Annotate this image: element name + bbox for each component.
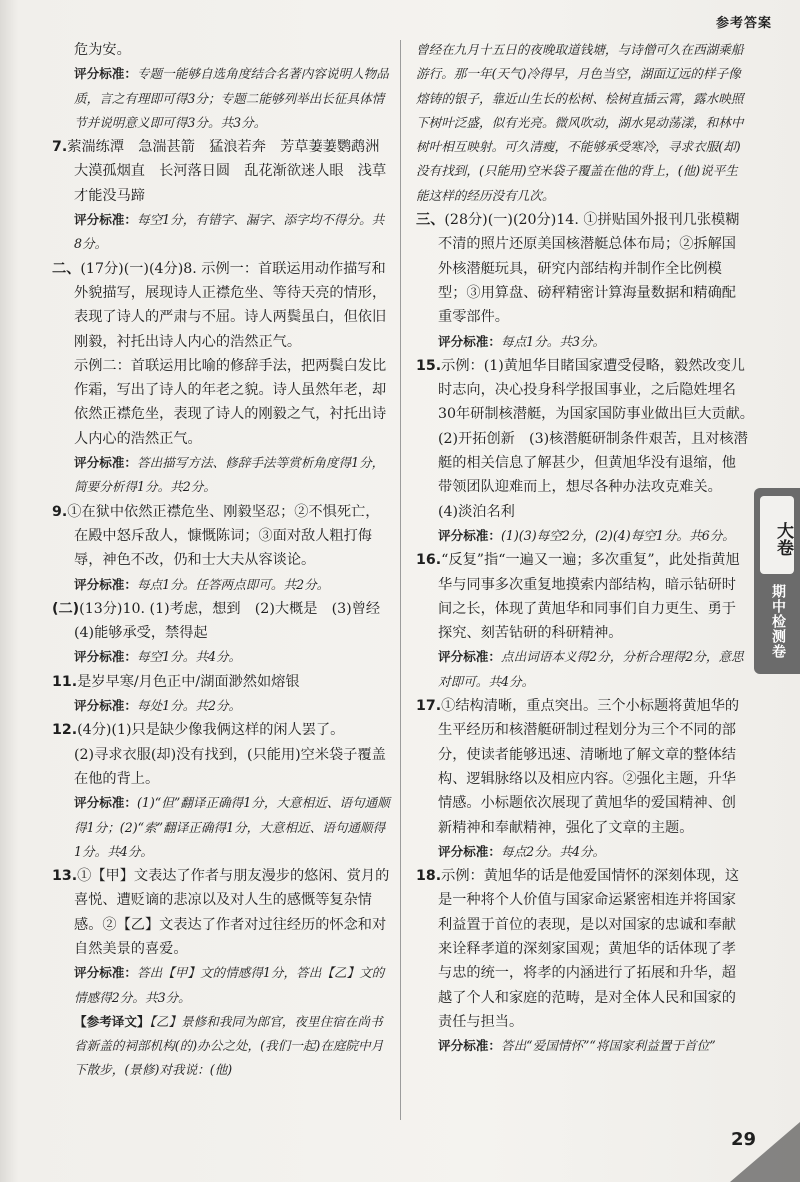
question-number: (二)	[52, 600, 80, 617]
answer-item	[52, 864, 392, 961]
header-label: 参考答案	[715, 16, 772, 31]
scoring-text: 专题一能够自选角度结合名著内容说明人物品质，言之有理即可得3分；专题二能够列举出长征具体情节并说明意义即可得3分。共3分。	[74, 66, 389, 130]
column-divider	[400, 40, 401, 1120]
answer-text: (2)寻求衣服(却)没有找到，(只能用)空米袋子覆盖在他的背上。	[74, 746, 386, 787]
answer-text: (13分)10. (1)考虑，想到 (2)大概是 (3)曾经 (4)能够承受，禁得起	[74, 600, 395, 642]
question-number: 12.	[52, 722, 78, 739]
answer-text: 示例：黄旭华的话是他爱国情怀的深刻体现，这是一种将个人价值与国家命运紧密相连并将国家利益置于首位的表现，是以对国家的忠诚和奉献来诠释孝道的深刻家国观；黄旭华的话体现了孝与忠的统一，将孝的内涵进行了拓展和升华，超越了个人和家庭的范畴，是对全体人民和国家的责任与担当。	[438, 868, 740, 1030]
answer-item	[416, 354, 762, 524]
question-number: 7.	[52, 139, 68, 156]
scoring-label: 评分标准：	[74, 698, 137, 714]
answer-item	[52, 135, 392, 208]
answer-text: (4分)(1)只是缺少像我俩这样的闲人罢了。	[77, 722, 345, 739]
answer-text: 示例：(1)黄旭华目睹国家遭受侵略，毅然改变儿时志向，决心投身科学报国事业，之后隐姓埋名30年研制核潜艇，为国家国防事业做出巨大贡献。 (2)开拓创新 (3)核潜艇研制条件艰苦，且对核潜艇的相关信息了解甚少，但黄旭华没有退缩，他带领团队迎难而上，想尽各种办法攻克难关。 (4)淡泊名利	[438, 357, 762, 520]
scoring-label: 评分标准：	[74, 455, 137, 471]
side-tab-small-label: 期中检测卷	[770, 584, 786, 659]
answer-item	[416, 864, 748, 1034]
scoring-text: 每空1分。共4分。	[136, 649, 242, 665]
scoring-standard	[416, 330, 748, 354]
answer-text: “反复”指“一遍又一遍；多次重复”，此处指黄旭华与同事多次重复地摸索内部结构，暗示钻研时间之长，体现了黄旭华和同事们自力更生、勇于探究、刻苦钻研的科研精神。	[438, 552, 740, 642]
answer-item	[416, 694, 748, 840]
scoring-text: 每点2分。共4分。	[500, 843, 606, 859]
scoring-text: 曾经在九月十五日的夜晚取道钱塘，与诗僧可久在西湖乘船游行。那一年(天气)冷得早，月色当空，湖面辽远的样子像熔铸的银子，靠近山生长的松树、桧树直插云霄，露水映照下树叶泛盛，似有光亮。微风吹动，湖水晃动荡漾，和林中树叶相互映射。可久清瘦，不能够承受寒冷，寻求衣服(却)没有找到，(只能用)空米袋子覆盖在他的背上，(他)说平生能这样的经历没有几次。	[416, 42, 744, 203]
scoring-text: 【乙】景修和我同为郎官，夜里住宿在尚书省新盖的祠部机构(的)办公之处，(我们一起)在庭院中月下散步，(景修)对我说：(他)	[74, 1013, 384, 1078]
scoring-label: 评分标准：	[74, 965, 137, 981]
scoring-text: 答出【甲】文的情感得1分，答出【乙】文的情感得2分。共3分。	[74, 965, 385, 1005]
scoring-standard	[52, 1010, 392, 1083]
question-number: 18.	[416, 868, 442, 885]
scoring-label: 评分标准：	[438, 843, 501, 859]
scoring-standard	[52, 62, 392, 135]
scoring-label: 评分标准：	[438, 333, 501, 349]
left-column	[52, 38, 395, 1083]
scoring-standard	[52, 961, 392, 1010]
answer-item	[416, 548, 748, 645]
scoring-standard	[52, 791, 392, 864]
question-number: 二、	[52, 260, 81, 277]
scoring-text: 点出词语本义得2分，分析合理得2分，意思对即可。共4分。	[438, 649, 744, 689]
question-number: 17.	[416, 698, 442, 715]
question-number: 11.	[52, 673, 78, 690]
question-number: 13.	[52, 868, 78, 885]
answer-item	[52, 257, 392, 354]
scoring-label: 评分标准：	[74, 649, 137, 665]
scoring-standard	[416, 1034, 748, 1058]
right-column	[416, 38, 762, 1058]
scoring-label: 评分标准：	[74, 795, 137, 811]
scoring-text: 每点1分。任答两点即可。共2分。	[136, 576, 330, 592]
answer-text: ①【甲】文表达了作者与朋友漫步的悠闲、赏月的喜悦、遭贬谪的悲凉以及对人生的感慨等复杂情感。②【乙】文表达了作者对过往经历的怀念和对自然美景的喜爱。	[74, 868, 390, 957]
answer-text: (28分)(一)(20分)14. ①拼贴国外报刊几张模糊不清的照片还原美国核潜艇总体布局；②拆解国外核潜艇玩具，研究内部结构并制作全比例模型；③用算盘、磅秤精密计算海量数据和精确配重零部件。	[438, 212, 740, 326]
scoring-standard	[416, 38, 748, 208]
scoring-text: 每空1分，有错字、漏字、添字均不得分。共8分。	[74, 212, 385, 252]
question-number: 三、	[416, 212, 445, 229]
answer-text: ①在狱中依然正襟危坐、刚毅坚忍；②不惧死亡，在殿中怒斥敌人，慷慨陈词；③面对敌人粗打侮辱，神色不改，仍和士大夫从容谈论。	[67, 503, 380, 569]
answer-text: (17分)(一)(4分)8. 示例一：首联运用动作描写和外貌描写，展现诗人正襟危坐、等待天亮的情形，表现了诗人的严肃与不屈。诗人两鬓虽白，但依旧刚毅，衬托出诗人内心的浩然正气。	[74, 260, 387, 350]
answer-item	[52, 500, 392, 573]
scoring-text: 答出描写方法、修辞手法等赏析角度得1分，简要分析得1分。共2分。	[74, 455, 385, 495]
side-tab-big-label: 大卷	[760, 496, 794, 574]
answer-paragraph	[52, 743, 392, 792]
scoring-text: (1)“但”翻译正确得1分，大意相近、语句通顺得1分；(2)“索”翻译正确得1分，大意相近、语句通顺得1分。共4分。	[74, 795, 390, 859]
scoring-standard	[416, 524, 748, 548]
question-number: 9.	[52, 503, 68, 520]
scoring-standard	[52, 451, 392, 500]
scoring-standard	[416, 840, 748, 864]
answer-paragraph	[52, 354, 392, 451]
page-number: 29	[730, 1129, 756, 1150]
question-number: 16.	[416, 552, 442, 569]
side-tab	[754, 488, 800, 674]
scoring-standard	[52, 694, 392, 718]
answer-item	[52, 670, 392, 694]
scoring-text: (1)(3)每空2分，(2)(4)每空1分。共6分。	[500, 527, 735, 543]
answer-text: ①结构清晰，重点突出。三个小标题将黄旭华的生平经历和核潜艇研制过程划分为三个不同的部分，使读者能够迅速、清晰地了解文章的整体结构、逻辑脉络以及相应内容。②强化主题，升华情感。小标题依次展现了黄旭华的爱国精神、创新精神和奉献精神，强化了文章的主题。	[438, 698, 740, 836]
scoring-text: 每点1分。共3分。	[500, 333, 606, 349]
question-number: 15.	[416, 357, 442, 374]
answer-paragraph	[52, 38, 392, 62]
answer-item	[416, 208, 748, 329]
scoring-label: 评分标准：	[74, 576, 137, 592]
scoring-text: 答出“爱国情怀”“将国家利益置于首位”	[500, 1038, 716, 1054]
answer-item	[52, 597, 395, 646]
scoring-label: 评分标准：	[74, 66, 137, 82]
answer-text: 示例二：首联运用比喻的修辞手法，把两鬓白发比作霜，写出了诗人的年老之貌。诗人虽然年老，却依然正襟危坐，表现了诗人的刚毅之气，衬托出诗人内心的浩然正气。	[74, 357, 387, 447]
answer-text: 萦湍练潭 急湍甚箭 猛浪若奔 芳草萋萋鹦鹉洲 大漠孤烟直 长河落日圆 乱花渐欲迷人眼 浅草才能没马蹄	[67, 139, 394, 204]
scoring-label: 【参考译文】	[74, 1013, 150, 1029]
answer-text: 危为安。	[74, 42, 131, 58]
scoring-standard	[52, 645, 392, 669]
scoring-label: 评分标准：	[438, 649, 501, 665]
scoring-label: 评分标准：	[74, 212, 137, 228]
answer-item	[52, 718, 392, 742]
scoring-standard	[52, 573, 392, 597]
scoring-label: 评分标准：	[438, 1038, 501, 1054]
scoring-standard	[416, 645, 748, 694]
answer-text: 是岁早寒/月色正中/湖面渺然如熔银	[77, 673, 300, 690]
scoring-standard	[52, 208, 392, 257]
scoring-label: 评分标准：	[438, 527, 501, 543]
scoring-text: 每处1分。共2分。	[136, 698, 242, 714]
